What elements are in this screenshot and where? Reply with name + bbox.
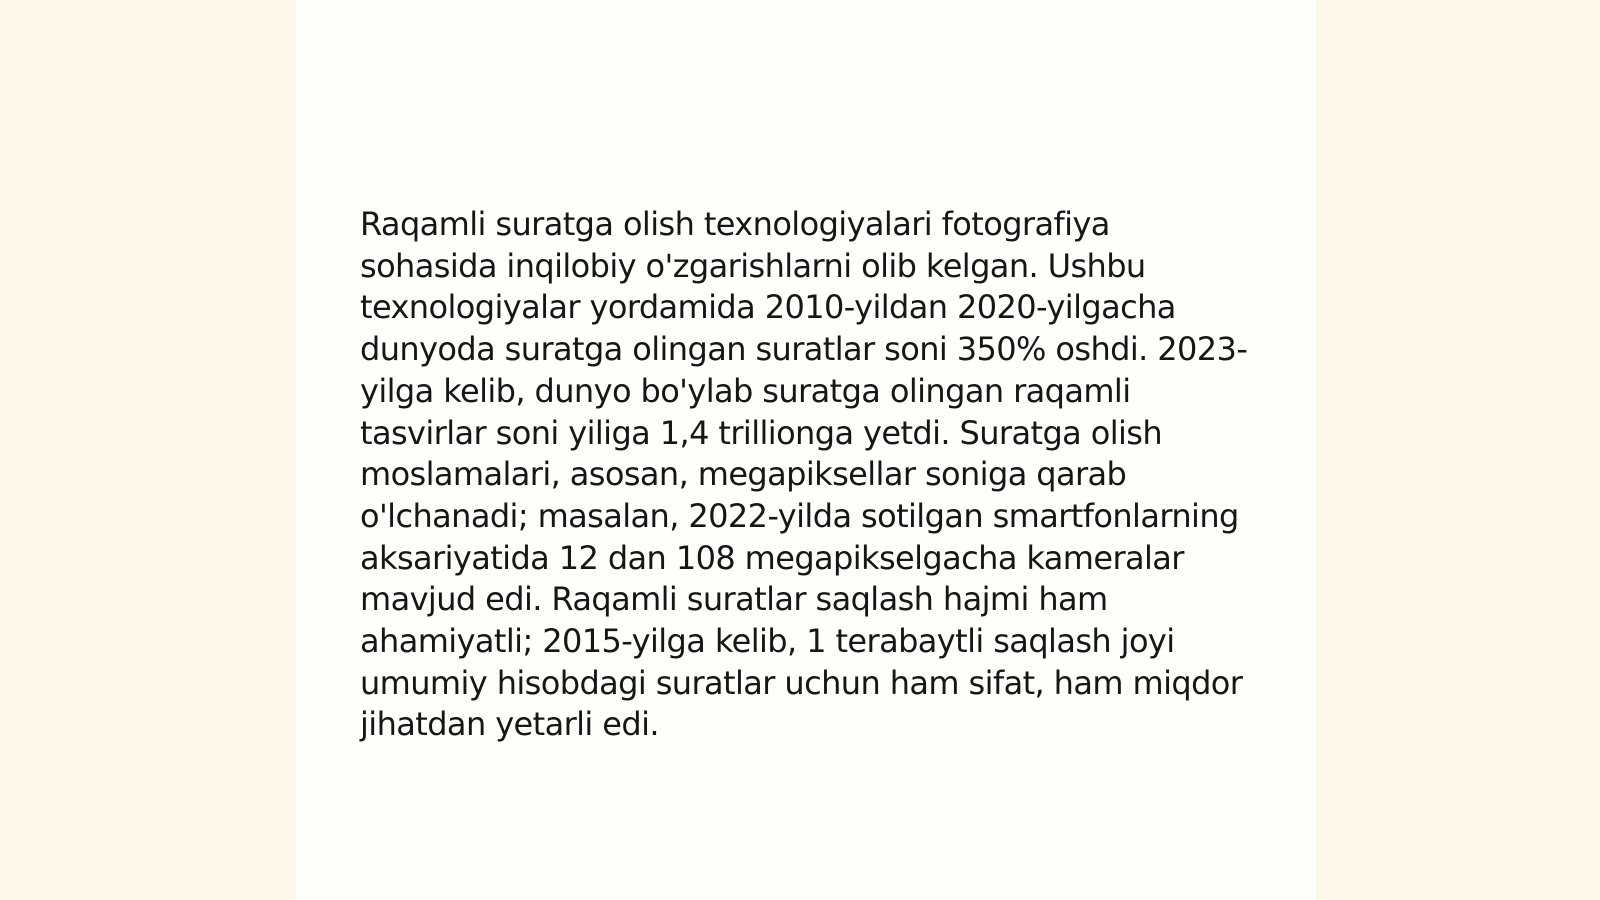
- document-page: [296, 0, 1316, 900]
- body-paragraph: Raqamli suratga olish texnologiyalari fotografiya sohasida inqilobiy o'zgarishlarni olib kelgan. Ushbu texnologiyalar yordamida 2010-yildan 2020-yilgacha dunyoda suratga olingan suratlar soni 350% oshdi. 2023-yilga kelib, dunyo bo'ylab suratga olingan raqamli tasvirlar soni yiliga 1,4 trillionga yetdi. Suratga olish moslamalari, asosan, megapiksellar soniga qarab o'lchanadi; masalan, 2022-yilda sotilgan smartfonlarning aksariyatida 12 dan 108 megapikselgacha kameralar mavjud edi. Raqamli suratlar saqlash hajmi ham ahamiyatli; 2015-yilga kelib, 1 terabaytli saqlash joyi umumiy hisobdagi suratlar uchun ham sifat, ham miqdor jihatdan yetarli edi.: [360, 205, 1248, 744]
- document-body: [360, 204, 1250, 746]
